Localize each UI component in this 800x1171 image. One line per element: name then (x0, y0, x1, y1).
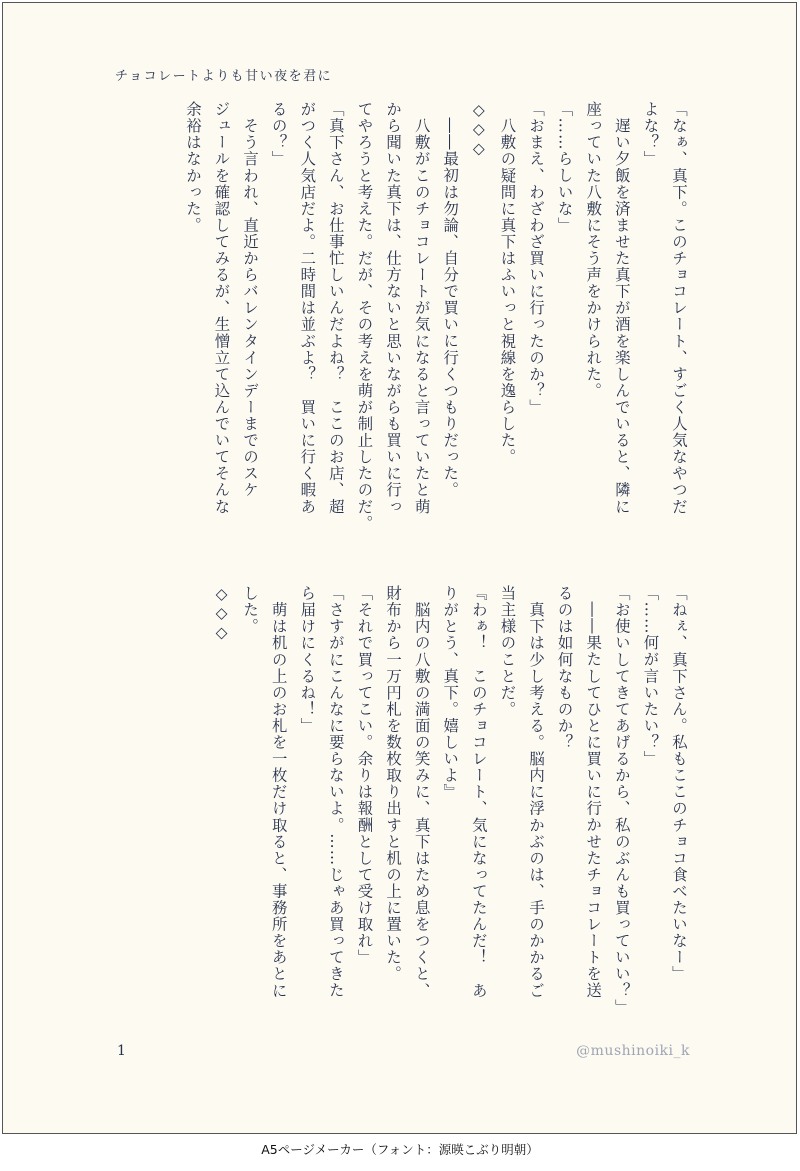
text-column: 『わぁ！ このチョコレート、気になってたんだ！ あ (469, 585, 488, 999)
text-column: 「さすがにこんなに要らないよ。……じゃあ買ってきた (326, 585, 345, 999)
text-column: そう言われ、直近からバレンタインデーまでのスケ (241, 101, 260, 499)
text-column: がつく人気店だよ。二時間は並ぶよ？ 買いに行く暇あ (298, 101, 317, 515)
text-column: 「……らしいな」 (555, 101, 574, 234)
scene-break: ◇◇◇ (469, 101, 488, 159)
text-column: ――最初は勿論、自分で買いに行くつもりだった。 (441, 101, 460, 499)
text-column: 「ねぇ、真下さん。私もここのチョコ食べたいなー」 (670, 585, 688, 983)
text-column: りがとう、真下。嬉しいよ』 (441, 585, 460, 801)
page-number: 1 (117, 1043, 126, 1059)
text-column: 「……何が言いたい？」 (641, 585, 660, 768)
text-column: よな？」 (641, 101, 660, 168)
text-column: 座っていた八敷にそう声をかけられた。 (584, 101, 603, 399)
text-column: 「真下さん、お仕事忙しいんだよね？ ここのお店、超 (326, 101, 345, 515)
text-column: 遅い夕飯を済ませた真下が酒を楽しんでいると、隣に (612, 101, 631, 515)
book-page (2, 2, 797, 1134)
text-column: した。 (241, 585, 260, 635)
text-column: 「お使いしてきてあげるから、私のぶんも買っていい？」 (612, 585, 631, 1016)
text-column: から聞いた真下は、仕方ないと思いながらも買いに行っ (384, 101, 403, 515)
text-column: 八敷がこのチョコレートが気になると言っていたと萌 (412, 101, 431, 515)
running-title: チョコレートよりも甘い夜を君に (115, 69, 333, 84)
author-handle: @mushinoiki_k (576, 1043, 690, 1059)
text-column: ――果たしてひとに買いに行かせたチョコレートを送 (584, 585, 603, 999)
text-column: 萌は机の上のお札を一枚だけ取ると、事務所をあとに (269, 585, 288, 999)
text-column: 当主様のことだ。 (498, 585, 517, 718)
generator-caption: A5ページメーカー（フォント：源暎こぶり明朝） (261, 1142, 539, 1157)
text-column: るの？」 (269, 101, 288, 168)
text-column: 「おまえ、わざわざ買いに行ったのか？」 (527, 101, 546, 416)
body-text-lower (111, 585, 693, 1035)
text-column: 余裕はなかった。 (183, 101, 202, 234)
text-column: 財布から一万円札を数枚取り出すと机の上に置いた。 (384, 585, 403, 983)
text-column: 真下は少し考える。脳内に浮かぶのは、手のかかるご (527, 585, 546, 999)
text-column: るのは如何なものか？ (555, 585, 574, 751)
text-column: 脳内の八敷の満面の笑みに、真下はため息をつくと、 (412, 585, 431, 999)
text-column: 「それで買ってこい。余りは報酬として受け取れ」 (355, 585, 374, 966)
body-text-upper (111, 101, 693, 571)
scene-break: ◇◇◇ (212, 585, 231, 643)
text-column: てやろうと考えた。だが、その考えを萌が制止したのだ。 (355, 101, 374, 532)
text-column: ジュールを確認してみるが、生憎立て込んでいてそんな (212, 101, 231, 515)
text-column: ら届けにくるね！」 (298, 585, 317, 734)
text-column: 「なぁ、真下。このチョコレート、すごく人気なやつだ (670, 101, 688, 515)
text-column: 八敷の疑問に真下はふいっと視線を逸らした。 (498, 101, 517, 466)
